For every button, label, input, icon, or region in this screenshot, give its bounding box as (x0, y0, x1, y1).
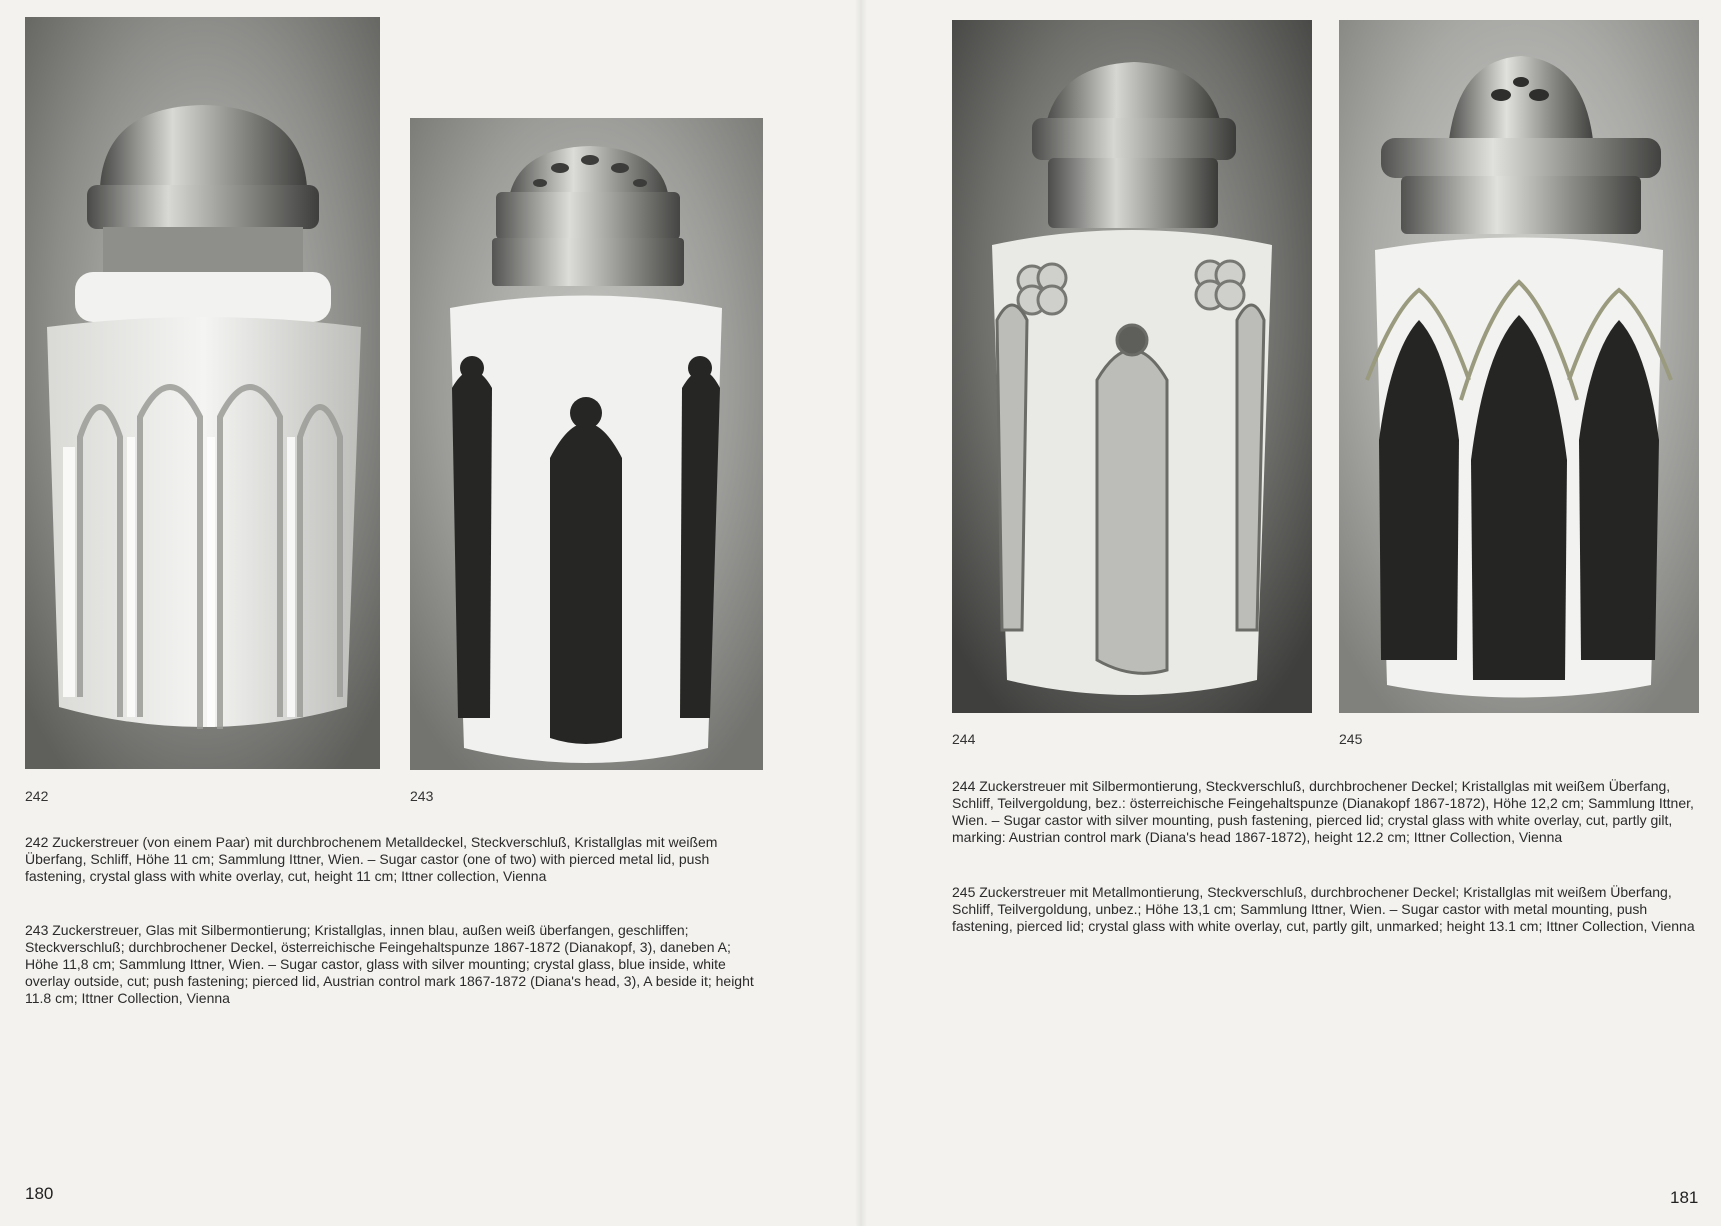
caption-244: 244 Zuckerstreuer mit Silbermontierung, Steckverschluß, durchbrochener Deckel; Kristallglas mit weißem Überfang, Schliff, Teilvergoldung, bez.: österreichische Feingehaltspunze (Dianakopf 1867-1872), Höhe 12,2 cm; Sammlung Ittner, Wien. – Sugar castor with silver mounting, push fastening, pierced lid; crystal glass with white overlay, cut, partly gilt, marking: Austrian control mark (Diana's head 1867-1872), height 12.2 cm; Ittner Collection, Vienna (952, 778, 1694, 845)
sugar-castor-245-photo (1339, 20, 1699, 713)
page-number-left: 180 (25, 1184, 54, 1203)
figure-number-245: 245 (1339, 731, 1363, 747)
figure-number-242: 242 (25, 788, 49, 804)
book-gutter (855, 0, 867, 1226)
figure-number-243: 243 (410, 788, 434, 804)
caption-245: 245 Zuckerstreuer mit Metallmontierung, Steckverschluß, durchbrochener Deckel; Kristallglas mit weißem Überfang, Schliff, Teilvergoldung, unbez.; Höhe 13,1 cm; Sammlung Ittner, Wien. – Sugar castor with metal mounting, push fastening, pierced lid; crystal glass with white overlay, cut, partly gilt, unmarked; height 13.1 cm; Ittner Collection, Vienna (952, 884, 1695, 934)
figure-number-244: 244 (952, 731, 976, 747)
sugar-castor-244-photo (952, 20, 1312, 713)
sugar-castor-243-photo (410, 118, 763, 770)
sugar-castor-242-photo (25, 17, 380, 769)
caption-243: 243 Zuckerstreuer, Glas mit Silbermontierung; Kristallglas, innen blau, außen weiß überfangen, geschliffen; Steckverschluß; durchbrochener Deckel, österreichische Feingehaltspunze 1867-1872 (Dianakopf, 3), daneben A; Höhe 11,8 cm; Sammlung Ittner, Wien. – Sugar castor, glass with silver mounting; crystal glass, blue inside, white overlay outside, cut; push fastening; pierced lid, Austrian control mark 1867-1872 (Diana's head, 3), A beside it; height 11.8 cm; Ittner Collection, Vienna (25, 922, 754, 1006)
page-number-right: 181 (1670, 1188, 1699, 1207)
caption-242: 242 Zuckerstreuer (von einem Paar) mit durchbrochenem Metalldeckel, Steckverschluß, Kristallglas mit weißem Überfang, Schliff, Höhe 11 cm; Sammlung Ittner, Wien. – Sugar castor (one of two) with pierced metal lid, push fastening, crystal glass with white overlay, cut, height 11 cm; Ittner collection, Vienna (25, 834, 718, 884)
